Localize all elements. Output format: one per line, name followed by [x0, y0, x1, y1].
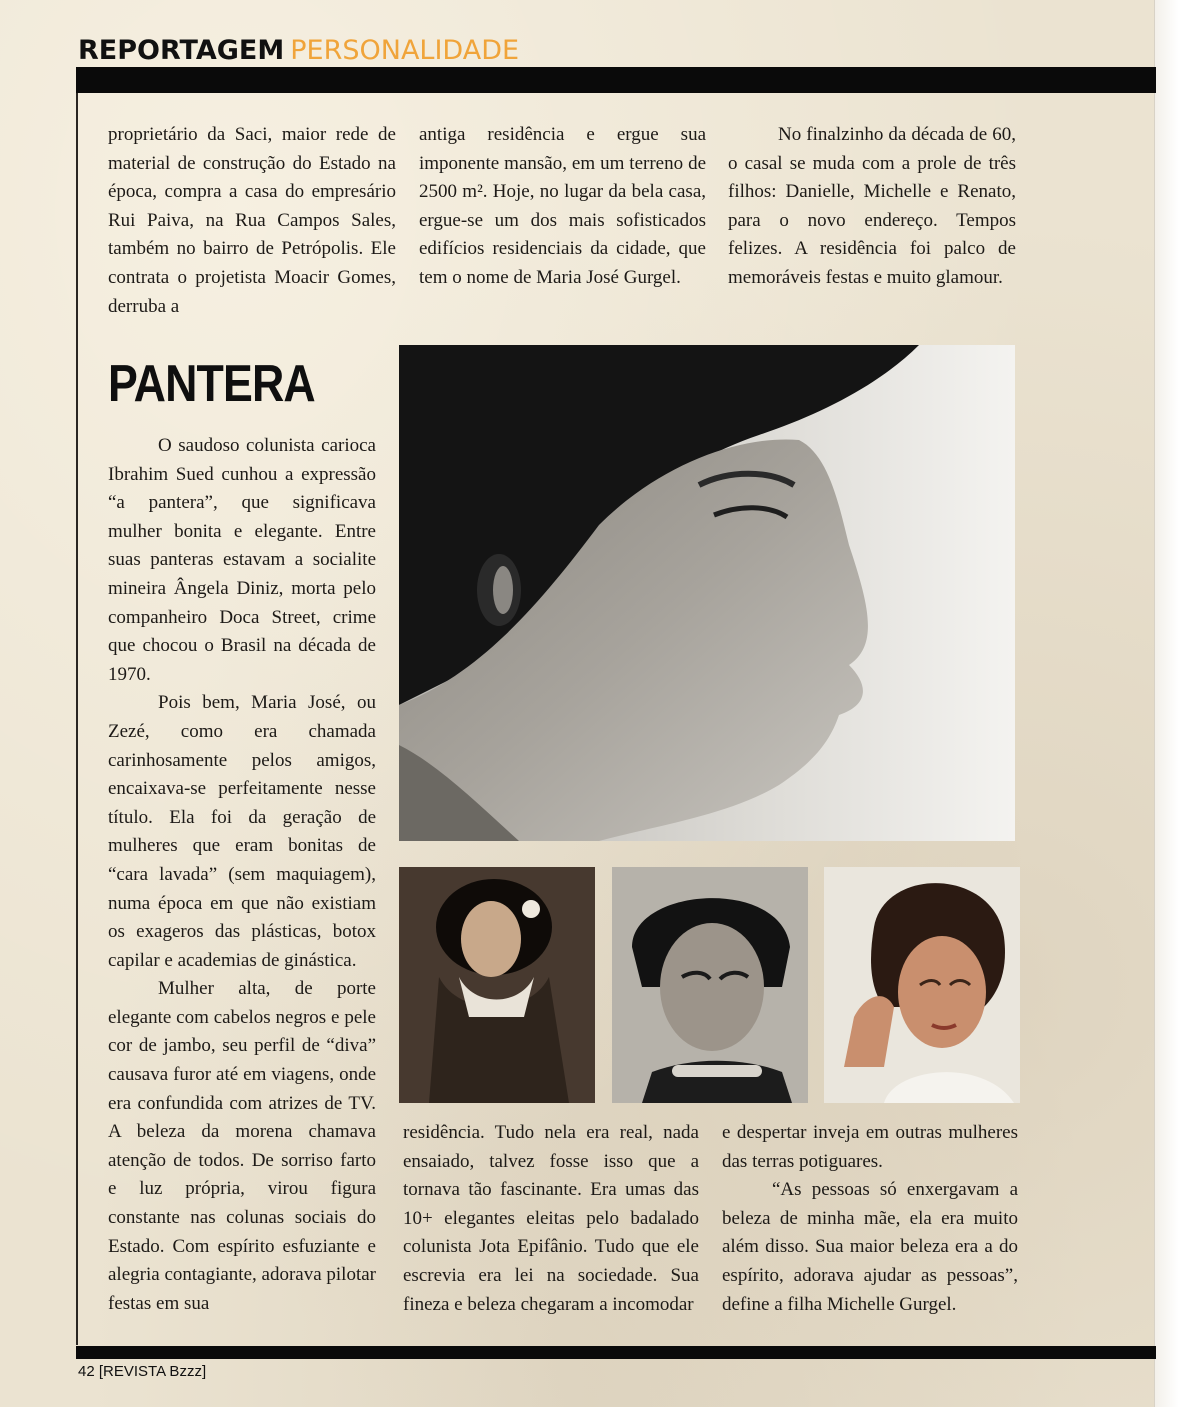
left-rule [76, 93, 78, 1345]
paragraph: residência. Tudo nela era real, nada ensaiado, talvez fosse isso que a tornava tão fascinante. Era umas das 10+ elegantes eleitas pelo badalado colunista Jota Epifânio. Tudo que ele escrevia era lei na sociedade. Sua fineza e beleza chegaram a incomodar [403, 1122, 699, 1315]
top-column-3 [728, 121, 1016, 293]
publication-name: [REVISTA Bzzz] [98, 1363, 207, 1380]
paragraph: “As pessoas só enxergavam a beleza de minha mãe, ela era muito além disso. Sua maior beleza era a do espírito, adorava ajudar as pessoas”, define a filha Michelle Gurgel. [722, 1179, 1018, 1315]
page-footer [78, 1363, 206, 1380]
bottom-middle-column [403, 1119, 699, 1319]
paragraph: Pois bem, Maria José, ou Zezé, como era chamada carinhosamente pelos amigos, encaixava-se perfeitamente nesse título. Ela foi da geração de mulheres que eram bonitas de “cara lavada” (sem maquiagem), numa época em que não existiam os exageros das plásticas, botox capilar e academias de ginástica. [108, 692, 376, 971]
main-profile-photo [399, 345, 1015, 841]
top-column-2 [419, 121, 706, 293]
paragraph: e despertar inveja em outras mulheres das terras potiguares. [722, 1122, 1018, 1172]
portrait-photo-2 [612, 867, 808, 1103]
bottom-right-column [722, 1119, 1018, 1319]
page-number: 42 [78, 1363, 95, 1380]
page-edge [1154, 0, 1179, 1407]
section-label: REPORTAGEM [78, 35, 285, 66]
paragraph: proprietário da Saci, maior rede de material de construção do Estado na época, compra a casa do empresário Rui Paiva, na Rua Campos Sales, também no bairro de Petrópolis. Ele contrata o projetista Moacir Gomes, derruba a [108, 124, 396, 317]
portrait-photo-1 [399, 867, 595, 1103]
header-bar [76, 67, 1156, 93]
section-header [78, 34, 519, 68]
paragraph: No finalzinho da década de 60, o casal se muda com a prole de três filhos: Danielle, Michelle e Renato, para o novo endereço. Tempos felizes. A residência foi palco de memoráveis festas e muito glamour. [728, 124, 1016, 288]
left-column [108, 432, 376, 1318]
portrait-photo-3 [824, 867, 1020, 1103]
top-column-1 [108, 121, 396, 321]
paragraph: Mulher alta, de porte elegante com cabelos negros e pele cor de jambo, seu perfil de “diva” causava furor até em viagens, onde era confundida com atrizes de TV. A beleza da morena chamava atenção de todos. De sorriso farto e luz própria, virou figura constante nas colunas sociais do Estado. Com espírito esfuziante e alegria contagiante, adorava pilotar festas em sua [108, 978, 376, 1314]
section-title: PANTERA [108, 355, 315, 413]
paragraph: O saudoso colunista carioca Ibrahim Sued cunhou a expressão “a pantera”, que significava mulher bonita e elegante. Entre suas panteras estavam a socialite mineira Ângela Diniz, morta pelo companheiro Doca Street, crime que chocou o Brasil na década de 1970. [108, 435, 376, 685]
footer-bar [76, 1346, 1156, 1359]
subsection-label: PERSONALIDADE [290, 35, 520, 66]
paragraph: antiga residência e ergue sua imponente mansão, em um terreno de 2500 m². Hoje, no lugar da bela casa, ergue-se um dos mais sofisticados edifícios residenciais da cidade, que tem o nome de Maria José Gurgel. [419, 124, 706, 288]
